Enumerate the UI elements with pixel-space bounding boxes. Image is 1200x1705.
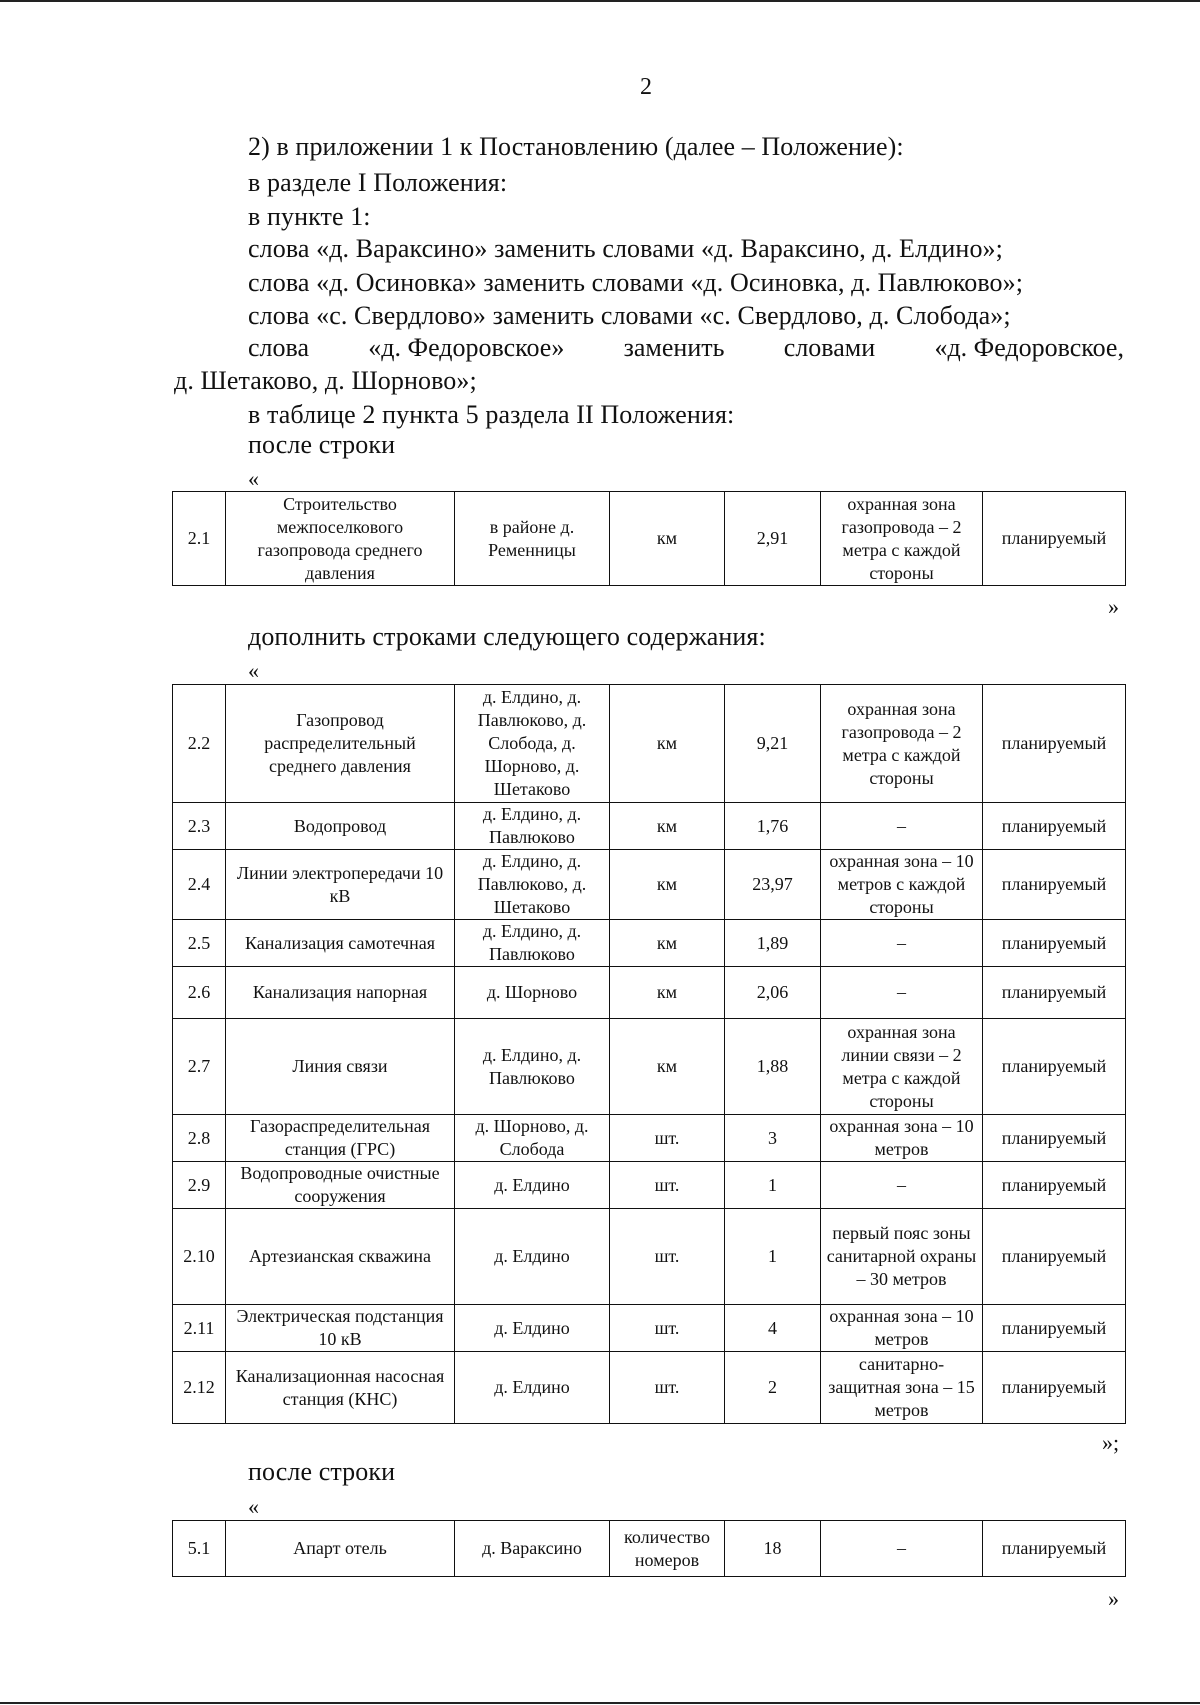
table-existing-row xyxy=(172,491,1126,586)
zone-cell: – xyxy=(821,967,983,1019)
location-cell: д. Елдино, д. Павлюково xyxy=(455,920,610,967)
object-name-cell: Апарт отель xyxy=(226,1521,455,1577)
para-line-4: слова «д. Вараксино» заменить словами «д. Вараксино, д. Елдино»; xyxy=(248,234,1003,263)
table-row xyxy=(173,1521,1126,1577)
object-name-cell: Канализация напорная xyxy=(226,967,455,1019)
table-row xyxy=(173,850,1126,920)
para-line-7-word: слова xyxy=(248,333,309,362)
status-cell: планируемый xyxy=(983,492,1126,586)
table-row xyxy=(173,1209,1126,1305)
location-cell: д. Елдино xyxy=(455,1352,610,1424)
table-added-rows xyxy=(172,684,1126,1424)
location-cell: д. Шорново, д. Слобода xyxy=(455,1115,610,1162)
page-number: 2 xyxy=(640,74,652,100)
page-bottom-edge xyxy=(0,1702,1200,1704)
value-cell: 2,06 xyxy=(725,967,821,1019)
row-number-cell: 2.1 xyxy=(173,492,226,586)
value-cell: 2 xyxy=(725,1352,821,1424)
table-existing-row-2 xyxy=(172,1520,1126,1577)
unit-cell: шт. xyxy=(610,1305,725,1352)
status-cell: планируемый xyxy=(983,1352,1126,1424)
row-number-cell: 2.9 xyxy=(173,1162,226,1209)
para-line-12: после строки xyxy=(248,1457,396,1486)
table-row xyxy=(173,1352,1126,1424)
zone-cell: охранная зона линии связи – 2 метра с каждой стороны xyxy=(821,1019,983,1115)
status-cell: планируемый xyxy=(983,803,1126,850)
status-cell: планируемый xyxy=(983,1115,1126,1162)
object-name-cell: Канализация самотечная xyxy=(226,920,455,967)
object-name-cell: Строительство межпоселкового газопровода среднего давления xyxy=(226,492,455,586)
para-line-1: 2) в приложении 1 к Постановлению (далее – Положение): xyxy=(248,132,904,161)
value-cell: 1,88 xyxy=(725,1019,821,1115)
para-line-10: после строки xyxy=(248,430,396,459)
quote-open-3: « xyxy=(248,1494,259,1519)
table-row xyxy=(173,920,1126,967)
para-line-5: слова «д. Осиновка» заменить словами «д. Осиновка, д. Павлюково»; xyxy=(248,268,1024,297)
unit-cell: км xyxy=(610,492,725,586)
unit-cell: количество номеров xyxy=(610,1521,725,1577)
table-row xyxy=(173,1305,1126,1352)
value-cell: 9,21 xyxy=(725,685,821,803)
table-row xyxy=(173,1115,1126,1162)
status-cell: планируемый xyxy=(983,967,1126,1019)
unit-cell: шт. xyxy=(610,1209,725,1305)
unit-cell: км xyxy=(610,1019,725,1115)
object-name-cell: Газопровод распределительный среднего давления xyxy=(226,685,455,803)
status-cell: планируемый xyxy=(983,1521,1126,1577)
table-row xyxy=(173,492,1126,586)
para-line-7-word: заменить xyxy=(623,333,725,362)
table-row xyxy=(173,685,1126,803)
para-line-6: слова «с. Свердлово» заменить словами «с. Свердлово, д. Слобода»; xyxy=(248,301,1011,330)
table-row xyxy=(173,803,1126,850)
location-cell: д. Елдино, д. Павлюково, д. Слобода, д. Шорново, д. Шетаково xyxy=(455,685,610,803)
row-number-cell: 2.2 xyxy=(173,685,226,803)
zone-cell: охранная зона газопровода – 2 метра с каждой стороны xyxy=(821,492,983,586)
unit-cell: шт. xyxy=(610,1162,725,1209)
page-top-edge xyxy=(0,0,1200,2)
location-cell: д. Елдино xyxy=(455,1209,610,1305)
zone-cell: санитарно-защитная зона – 15 метров xyxy=(821,1352,983,1424)
status-cell: планируемый xyxy=(983,1209,1126,1305)
object-name-cell: Электрическая подстанция 10 кВ xyxy=(226,1305,455,1352)
value-cell: 18 xyxy=(725,1521,821,1577)
zone-cell: первый пояс зоны санитарной охраны – 30 метров xyxy=(821,1209,983,1305)
para-line-7-word: словами xyxy=(783,333,876,362)
unit-cell: км xyxy=(610,850,725,920)
quote-close-2: »; xyxy=(1102,1430,1120,1455)
row-number-cell: 2.3 xyxy=(173,803,226,850)
value-cell: 1 xyxy=(725,1209,821,1305)
unit-cell: км xyxy=(610,685,725,803)
value-cell: 2,91 xyxy=(725,492,821,586)
unit-cell: км xyxy=(610,803,725,850)
quote-close-1: » xyxy=(1108,594,1119,619)
row-number-cell: 2.7 xyxy=(173,1019,226,1115)
location-cell: д. Елдино, д. Павлюково xyxy=(455,803,610,850)
location-cell: д. Елдино, д. Павлюково xyxy=(455,1019,610,1115)
unit-cell: шт. xyxy=(610,1115,725,1162)
object-name-cell: Водопровод xyxy=(226,803,455,850)
location-cell: в районе д. Ременницы xyxy=(455,492,610,586)
value-cell: 4 xyxy=(725,1305,821,1352)
object-name-cell: Артезианская скважина xyxy=(226,1209,455,1305)
zone-cell: – xyxy=(821,1162,983,1209)
quote-open-2: « xyxy=(248,658,259,683)
para-line-9: в таблице 2 пункта 5 раздела II Положения: xyxy=(248,400,735,429)
unit-cell: км xyxy=(610,967,725,1019)
para-line-7 xyxy=(248,333,1124,363)
object-name-cell: Газораспределительная станция (ГРС) xyxy=(226,1115,455,1162)
zone-cell: – xyxy=(821,803,983,850)
row-number-cell: 2.5 xyxy=(173,920,226,967)
object-name-cell: Водопроводные очистные сооружения xyxy=(226,1162,455,1209)
value-cell: 3 xyxy=(725,1115,821,1162)
location-cell: д. Елдино, д. Павлюково, д. Шетаково xyxy=(455,850,610,920)
table-row xyxy=(173,1019,1126,1115)
object-name-cell: Линии электропередачи 10 кВ xyxy=(226,850,455,920)
row-number-cell: 2.4 xyxy=(173,850,226,920)
row-number-cell: 5.1 xyxy=(173,1521,226,1577)
row-number-cell: 2.8 xyxy=(173,1115,226,1162)
para-line-11: дополнить строками следующего содержания: xyxy=(248,622,766,651)
status-cell: планируемый xyxy=(983,685,1126,803)
status-cell: планируемый xyxy=(983,1162,1126,1209)
row-number-cell: 2.6 xyxy=(173,967,226,1019)
value-cell: 1 xyxy=(725,1162,821,1209)
table-row xyxy=(173,967,1126,1019)
status-cell: планируемый xyxy=(983,920,1126,967)
row-number-cell: 2.12 xyxy=(173,1352,226,1424)
location-cell: д. Елдино xyxy=(455,1162,610,1209)
zone-cell: – xyxy=(821,1521,983,1577)
location-cell: д. Елдино xyxy=(455,1305,610,1352)
zone-cell: охранная зона – 10 метров xyxy=(821,1115,983,1162)
para-line-3: в пункте 1: xyxy=(248,202,371,231)
row-number-cell: 2.10 xyxy=(173,1209,226,1305)
para-line-7-word: «д. Федоровское» xyxy=(368,333,565,362)
row-number-cell: 2.11 xyxy=(173,1305,226,1352)
para-line-8: д. Шетаково, д. Шорново»; xyxy=(174,366,477,395)
value-cell: 1,89 xyxy=(725,920,821,967)
table-row xyxy=(173,1162,1126,1209)
object-name-cell: Линия связи xyxy=(226,1019,455,1115)
status-cell: планируемый xyxy=(983,1305,1126,1352)
quote-close-3: » xyxy=(1108,1586,1119,1611)
para-line-7-word: «д. Федоровское, xyxy=(934,333,1124,362)
location-cell: д. Вараксино xyxy=(455,1521,610,1577)
value-cell: 1,76 xyxy=(725,803,821,850)
para-line-2: в разделе I Положения: xyxy=(248,168,508,197)
value-cell: 23,97 xyxy=(725,850,821,920)
unit-cell: шт. xyxy=(610,1352,725,1424)
unit-cell: км xyxy=(610,920,725,967)
status-cell: планируемый xyxy=(983,850,1126,920)
location-cell: д. Шорново xyxy=(455,967,610,1019)
zone-cell: – xyxy=(821,920,983,967)
zone-cell: охранная зона – 10 метров xyxy=(821,1305,983,1352)
quote-open-1: « xyxy=(248,466,259,491)
zone-cell: охранная зона газопровода – 2 метра с каждой стороны xyxy=(821,685,983,803)
status-cell: планируемый xyxy=(983,1019,1126,1115)
object-name-cell: Канализационная насосная станция (КНС) xyxy=(226,1352,455,1424)
zone-cell: охранная зона – 10 метров с каждой стороны xyxy=(821,850,983,920)
